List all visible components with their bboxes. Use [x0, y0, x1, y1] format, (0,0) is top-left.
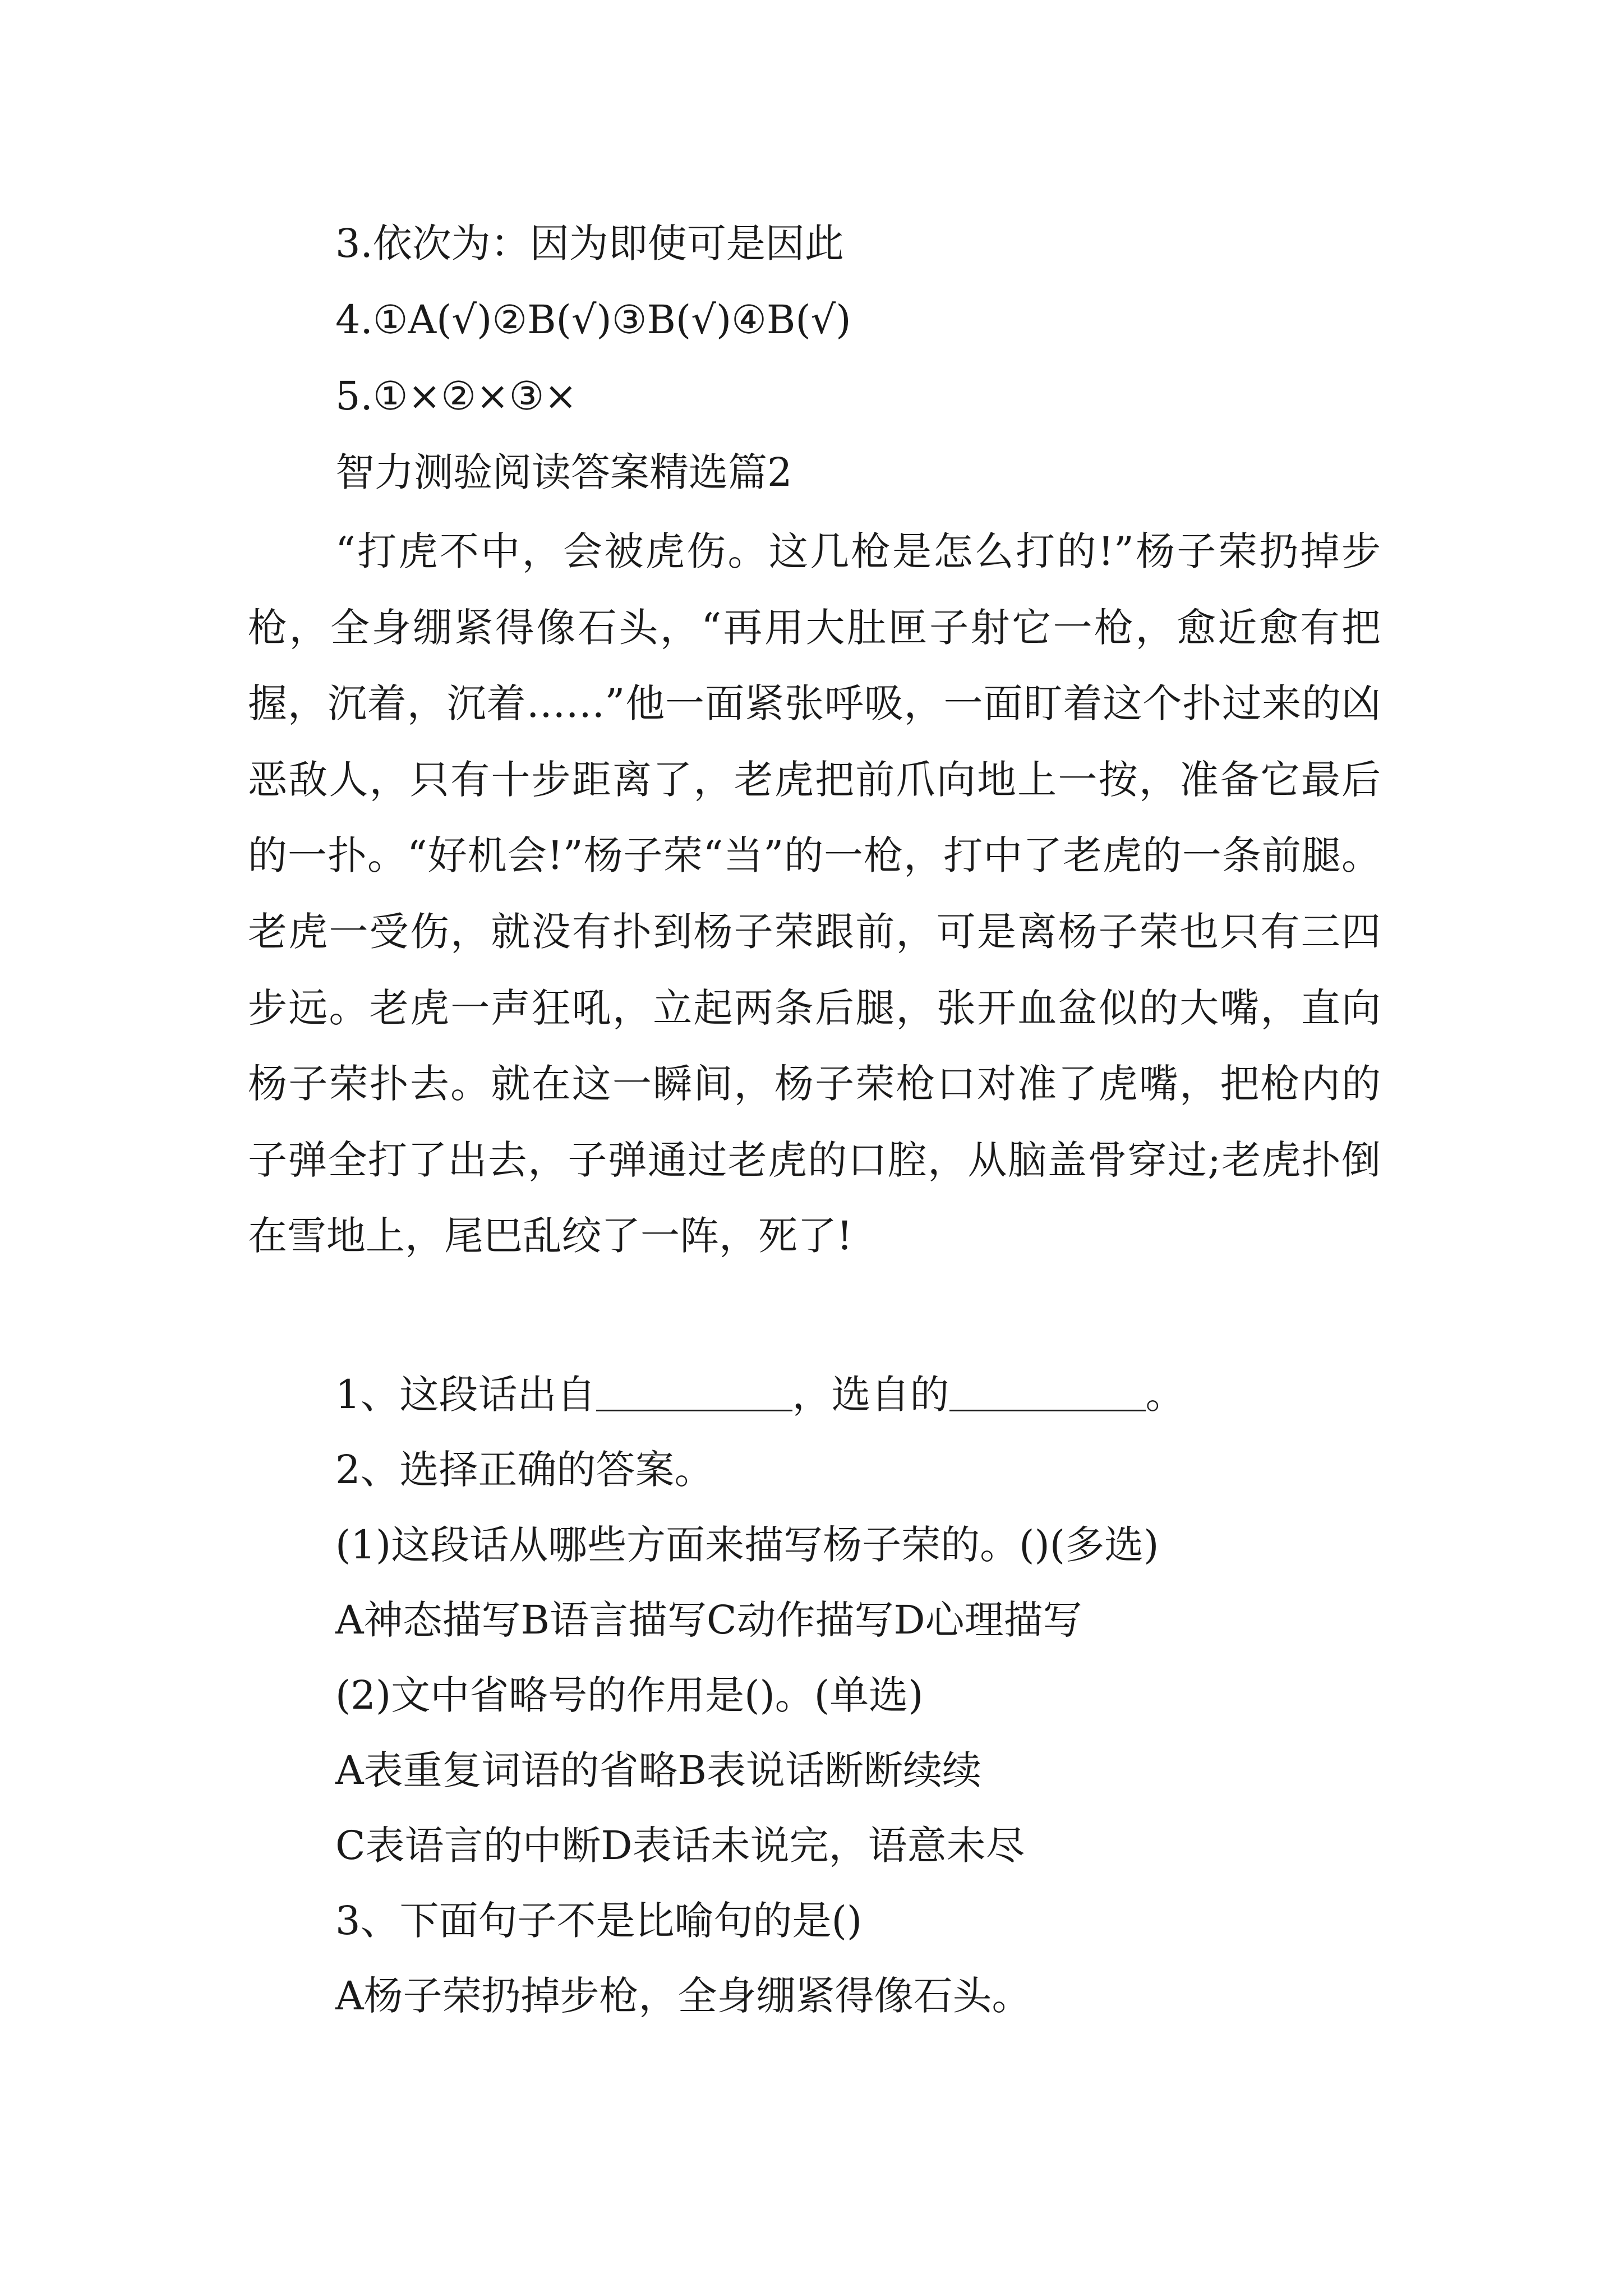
question-2: 2、选择正确的答案。 [335, 1447, 714, 1493]
answer-blank-1[interactable] [596, 1376, 792, 1411]
question-2-2-options-b: C表语言的中断D表话未说完，语意未尽 [335, 1823, 1025, 1869]
answer-line-3: 3.依次为：因为即使可是因此 [335, 220, 844, 266]
question-1 [335, 1368, 1185, 1421]
section-title: 智力测验阅读答案精选篇2 [335, 449, 792, 495]
answer-line-4: 4.①A(√)②B(√)③B(√)④B(√) [335, 297, 851, 343]
passage-paragraph: “打虎不中，会被虎伤。这几枪是怎么打的!”杨子荣扔掉步枪，全身绷紧得像石头，“再用大肚匣子射它一枪，愈近愈有把握，沉着，沉着……”他一面紧张呼吸，一面盯着这个扑过来的凶恶敌人，只有十步距离了，老虎把前爪向地上一按，准备它最后的一扑。“好机会!”杨子荣“当”的一枪，打中了老虎的一条前腿。老虎一受伤，就没有扑到杨子荣跟前，可是离杨子荣也只有三四步远。老虎一声狂吼，立起两条后腿，张开血盆似的大嘴，直向杨子荣扑去。就在这一瞬间，杨子荣枪口对准了虎嘴，把枪内的子弹全打了出去，子弹通过老虎的口腔，从脑盖骨穿过;老虎扑倒在雪地上，尾巴乱绞了一阵，死了! [248, 528, 1381, 1259]
answer-line-5: 5.①×②×③× [335, 373, 578, 419]
question-2-1: (1)这段话从哪些方面来描写杨子荣的。()(多选) [335, 1522, 1159, 1568]
question-3-option-a: A杨子荣扔掉步枪，全身绷紧得像石头。 [335, 1973, 1031, 2019]
question-2-2: (2)文中省略号的作用是()。(单选) [335, 1672, 924, 1718]
question-1-text-a: 1、这段话出自 [335, 1372, 596, 1418]
question-2-2-options-a: A表重复词语的省略B表说话断断续续 [335, 1747, 981, 1793]
question-2-1-options: A神态描写B语言描写C动作描写D心理描写 [335, 1597, 1082, 1643]
answer-blank-2[interactable] [949, 1376, 1146, 1411]
question-3: 3、下面句子不是比喻句的是() [335, 1898, 863, 1944]
question-1-text-b: ，选自的 [792, 1372, 949, 1418]
question-1-text-end: 。 [1145, 1372, 1185, 1418]
